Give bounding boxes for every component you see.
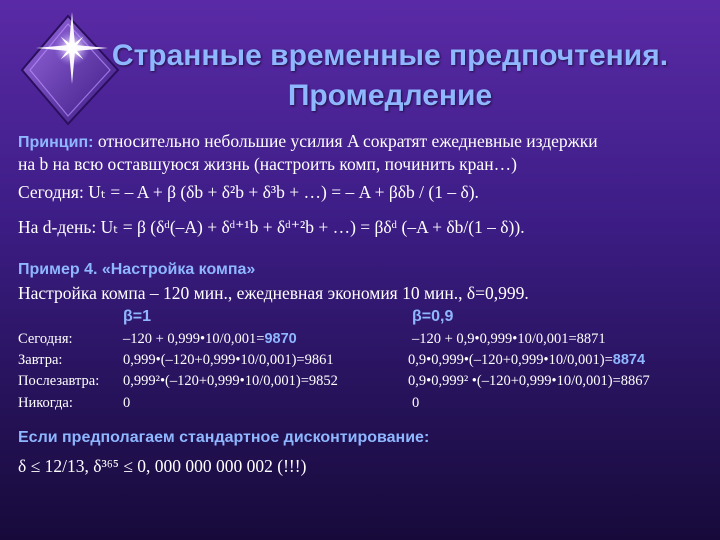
cell-dayafter-beta09: 0,9•0,999² •(–120+0,999•10/0,001)=8867 (408, 373, 650, 389)
row-label-day-after: Послезавтра: (18, 373, 100, 389)
row-label-never: Никогда: (18, 395, 73, 411)
example-title: Пример 4. «Настройка компа» (18, 261, 256, 278)
cell-tomorrow-beta1: 0,999•(–120+0,999•10/0,001)=9861 (123, 352, 334, 368)
principle-label: Принцип: (18, 134, 94, 151)
beta-0-9-header: β=0,9 (412, 308, 454, 325)
title-line-2: Промедление (287, 79, 493, 112)
principle-text: относительно небольшие усилия A сократят ежедневные издержки (93, 131, 598, 151)
cell-never-beta1: 0 (123, 395, 131, 411)
cell-today-beta1: –120 + 0,999•10/0,001=9870 (123, 331, 297, 347)
cell-today-beta09: –120 + 0,9•0,999•10/0,001=8871 (412, 331, 606, 347)
principle-line-1 (18, 131, 598, 152)
title-line-1: Странные временные предпочтения. (111, 39, 669, 72)
principle-line-2: на b на всю оставшуюся жизнь (настроить комп, починить кран…) (18, 154, 517, 174)
discount-title: Если предполагаем стандартное дисконтирование: (18, 429, 430, 446)
discount-formula: δ ≤ 12/13, δ³⁶⁵ ≤ 0, 000 000 000 002 (!!!) (18, 456, 307, 476)
highlight-value: 9870 (264, 331, 297, 347)
row-label-today: Сегодня: (18, 331, 73, 347)
cell-never-beta09: 0 (412, 395, 420, 411)
formula-d-day: На d-день: Uₜ = β (δᵈ(–A) + δᵈ⁺¹b + δᵈ⁺²b + …) = βδᵈ (–A + δb/(1 – δ)). (18, 217, 525, 237)
highlight-value: 8874 (612, 352, 646, 368)
row-label-tomorrow: Завтра: (18, 352, 63, 368)
example-description: Настройка компа – 120 мин., ежедневная экономия 10 мин., δ=0,999. (18, 283, 529, 303)
slide-title (60, 36, 720, 116)
cell-dayafter-beta1: 0,999²•(–120+0,999•10/0,001)=9852 (123, 373, 338, 389)
cell-tomorrow-beta09: 0,9•0,999•(–120+0,999•10/0,001)=8874 (408, 352, 646, 368)
formula-today: Сегодня: Uₜ = – A + β (δb + δ²b + δ³b + …) = – A + βδb / (1 – δ). (18, 182, 479, 202)
beta-1-header: β=1 (123, 308, 152, 325)
